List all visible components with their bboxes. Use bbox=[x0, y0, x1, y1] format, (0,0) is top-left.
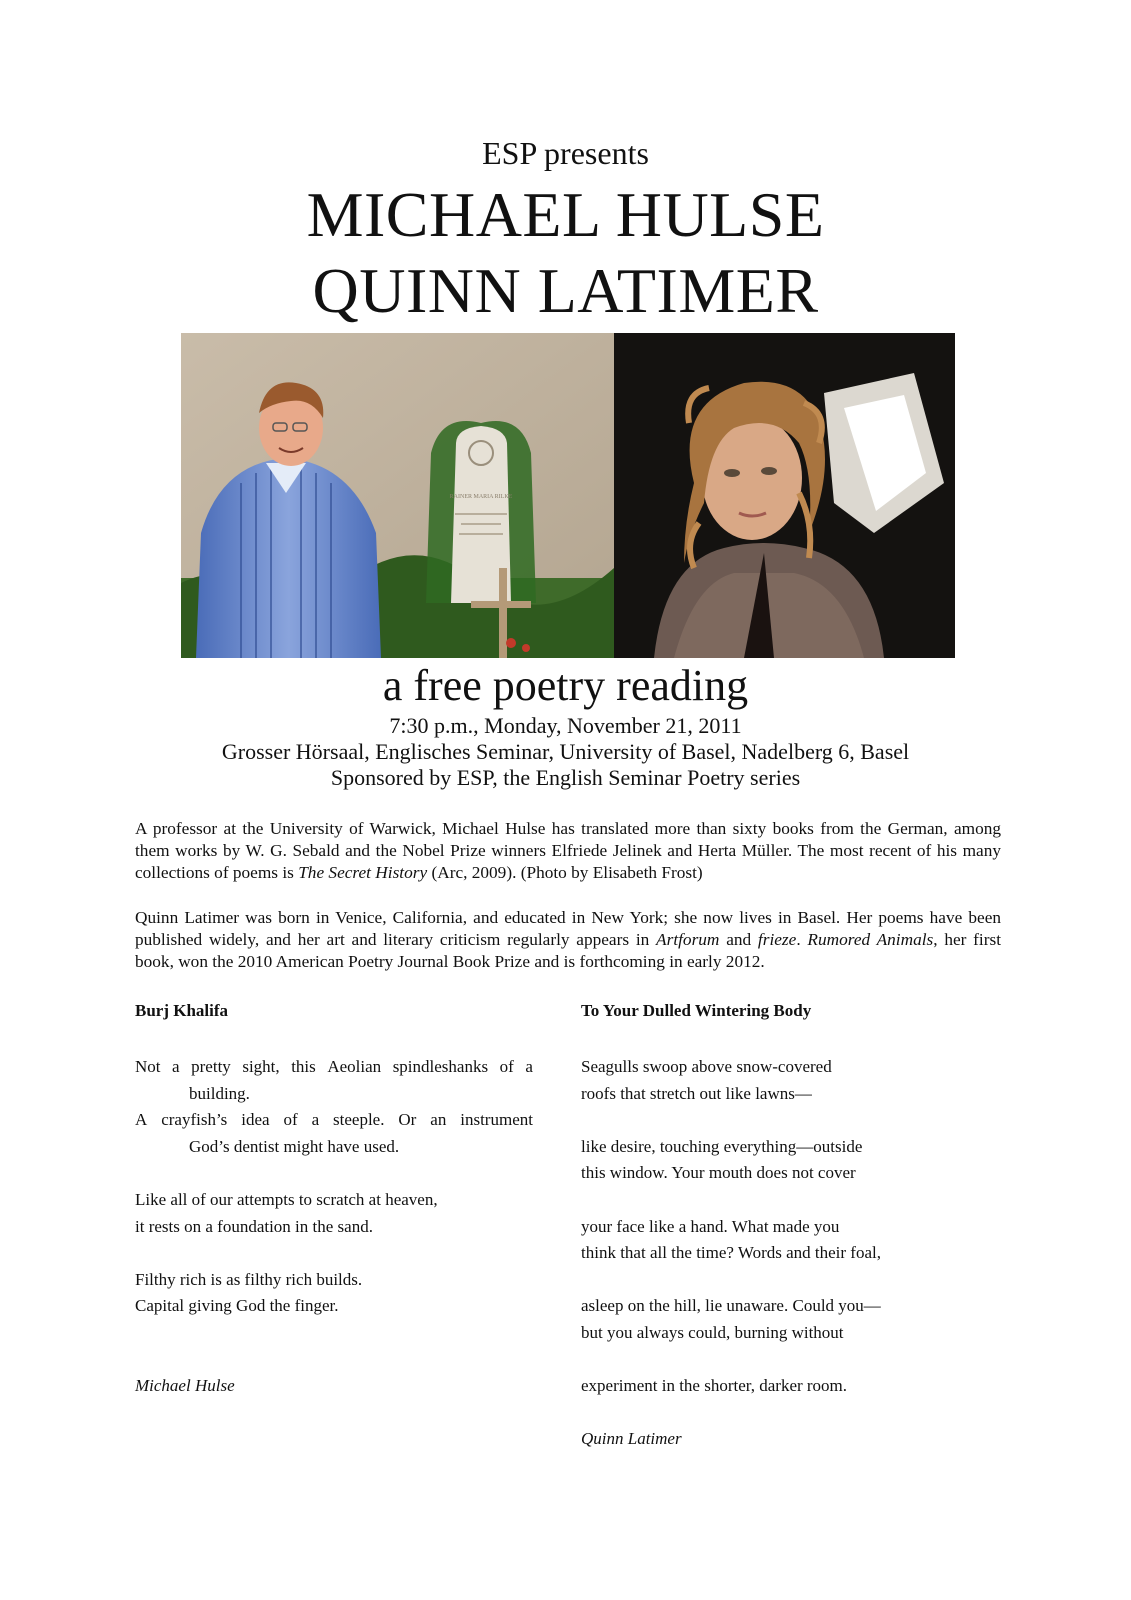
bio2-book-title: Rumored Animals bbox=[807, 930, 934, 949]
poem-word: sight, bbox=[242, 1057, 280, 1076]
poem-word: spindleshanks bbox=[392, 1057, 489, 1076]
poem-line: Like all of our attempts to scratch at heaven, bbox=[135, 1189, 438, 1209]
bio-michael-hulse bbox=[135, 818, 1001, 884]
poem-word: a bbox=[525, 1057, 533, 1076]
event-sponsor: Sponsored by ESP, the English Seminar Poetry series bbox=[330, 765, 801, 790]
bio2-text-and: and bbox=[719, 930, 758, 949]
poem-line: experiment in the shorter, darker room. bbox=[581, 1376, 848, 1396]
poem-line: this window. Your mouth does not cover bbox=[581, 1163, 856, 1183]
poem-word: instrument bbox=[460, 1110, 533, 1130]
quinn-latimer-photo bbox=[614, 333, 955, 658]
poem-word: idea bbox=[241, 1110, 270, 1130]
poem-author: Quinn Latimer bbox=[581, 1429, 682, 1449]
poem-line: think that all the time? Words and their foal, bbox=[581, 1243, 881, 1263]
event-time: 7:30 p.m., Monday, November 21, 2011 bbox=[389, 713, 742, 738]
poem-title: To Your Dulled Wintering Body bbox=[581, 1001, 812, 1020]
poem-word: Not bbox=[135, 1057, 161, 1076]
poem-author: Michael Hulse bbox=[135, 1376, 235, 1396]
poem-word: of bbox=[283, 1110, 298, 1130]
michael-hulse-photo bbox=[181, 333, 614, 658]
bio2-text: Quinn Latimer was born in Venice, California, and educated in New York; she now lives in Basel. Her poems have been published widely, and her art and literary criticism regularly appears in bbox=[135, 908, 1001, 949]
event-tagline: a free poetry reading bbox=[382, 661, 749, 710]
poem-line: but you always could, burning without bbox=[581, 1322, 844, 1342]
poem-word: steeple. bbox=[333, 1110, 385, 1130]
poem-word: Aeolian bbox=[327, 1057, 382, 1076]
bio2-text-sep: . bbox=[796, 930, 808, 949]
poem-line: it rests on a foundation in the sand. bbox=[135, 1216, 373, 1236]
poem-word: Or bbox=[398, 1110, 417, 1130]
poem-line: Seagulls swoop above snow-covered bbox=[581, 1057, 832, 1076]
poem-to-your-dulled-wintering-body bbox=[581, 1000, 1001, 1453]
poem-line: Filthy rich is as filthy rich builds. bbox=[135, 1269, 363, 1289]
poem-word: a bbox=[172, 1057, 180, 1076]
poet-name-latimer: QUINN LATIMER bbox=[312, 255, 819, 326]
poem-word: a bbox=[311, 1110, 320, 1130]
poem-word: A bbox=[135, 1110, 148, 1130]
poem-word: pretty bbox=[191, 1057, 231, 1076]
poem-word: an bbox=[430, 1110, 447, 1130]
poet-name-hulse: MICHAEL HULSE bbox=[306, 179, 825, 250]
poem-line: asleep on the hill, lie unaware. Could you— bbox=[581, 1296, 881, 1316]
bio1-book-title: The Secret History bbox=[298, 863, 428, 882]
poem-line: Capital giving God the finger. bbox=[135, 1296, 339, 1316]
poem-word: this bbox=[291, 1057, 316, 1076]
poem-line: your face like a hand. What made you bbox=[581, 1216, 840, 1236]
poet-photos bbox=[181, 333, 955, 658]
bio1-text: A professor at the University of Warwick, Michael Hulse has translated more than sixty books from the German, among them works by W. G. Sebald and the Nobel Prize winners Elfriede Jelinek and Herta Müller. The most recent of his many collections of poems is bbox=[135, 819, 1001, 882]
event-venue: Grosser Hörsaal, Englisches Seminar, University of Basel, Nadelberg 6, Basel bbox=[221, 739, 910, 764]
poem-line: roofs that stretch out like lawns— bbox=[581, 1083, 812, 1103]
bio2-magazine-artforum: Artforum bbox=[656, 930, 720, 949]
poem-line: like desire, touching everything—outside bbox=[581, 1136, 863, 1156]
poem-word: crayfish’s bbox=[161, 1110, 228, 1130]
poem-title: Burj Khalifa bbox=[135, 1001, 229, 1020]
poem-line bbox=[135, 1054, 533, 1081]
bio2-text-end: , her first book, won the 2010 American Poetry Journal Book Prize and is forthcoming in early 2012. bbox=[135, 930, 1002, 971]
presents-line: ESP presents bbox=[482, 135, 649, 171]
bio-quinn-latimer bbox=[135, 907, 1001, 973]
poem-line: building. bbox=[189, 1083, 250, 1103]
poem-word: of bbox=[499, 1057, 514, 1076]
gravestone-inscription: RAINER MARIA RILKE bbox=[449, 494, 513, 500]
poem-burj-khalifa bbox=[135, 1000, 535, 1400]
poem-line: God’s dentist might have used. bbox=[189, 1136, 400, 1156]
bio2-magazine-frieze: frieze bbox=[757, 930, 797, 949]
poem-line bbox=[135, 1107, 533, 1134]
bio1-text-end: (Arc, 2009). (Photo by Elisabeth Frost) bbox=[427, 863, 703, 882]
